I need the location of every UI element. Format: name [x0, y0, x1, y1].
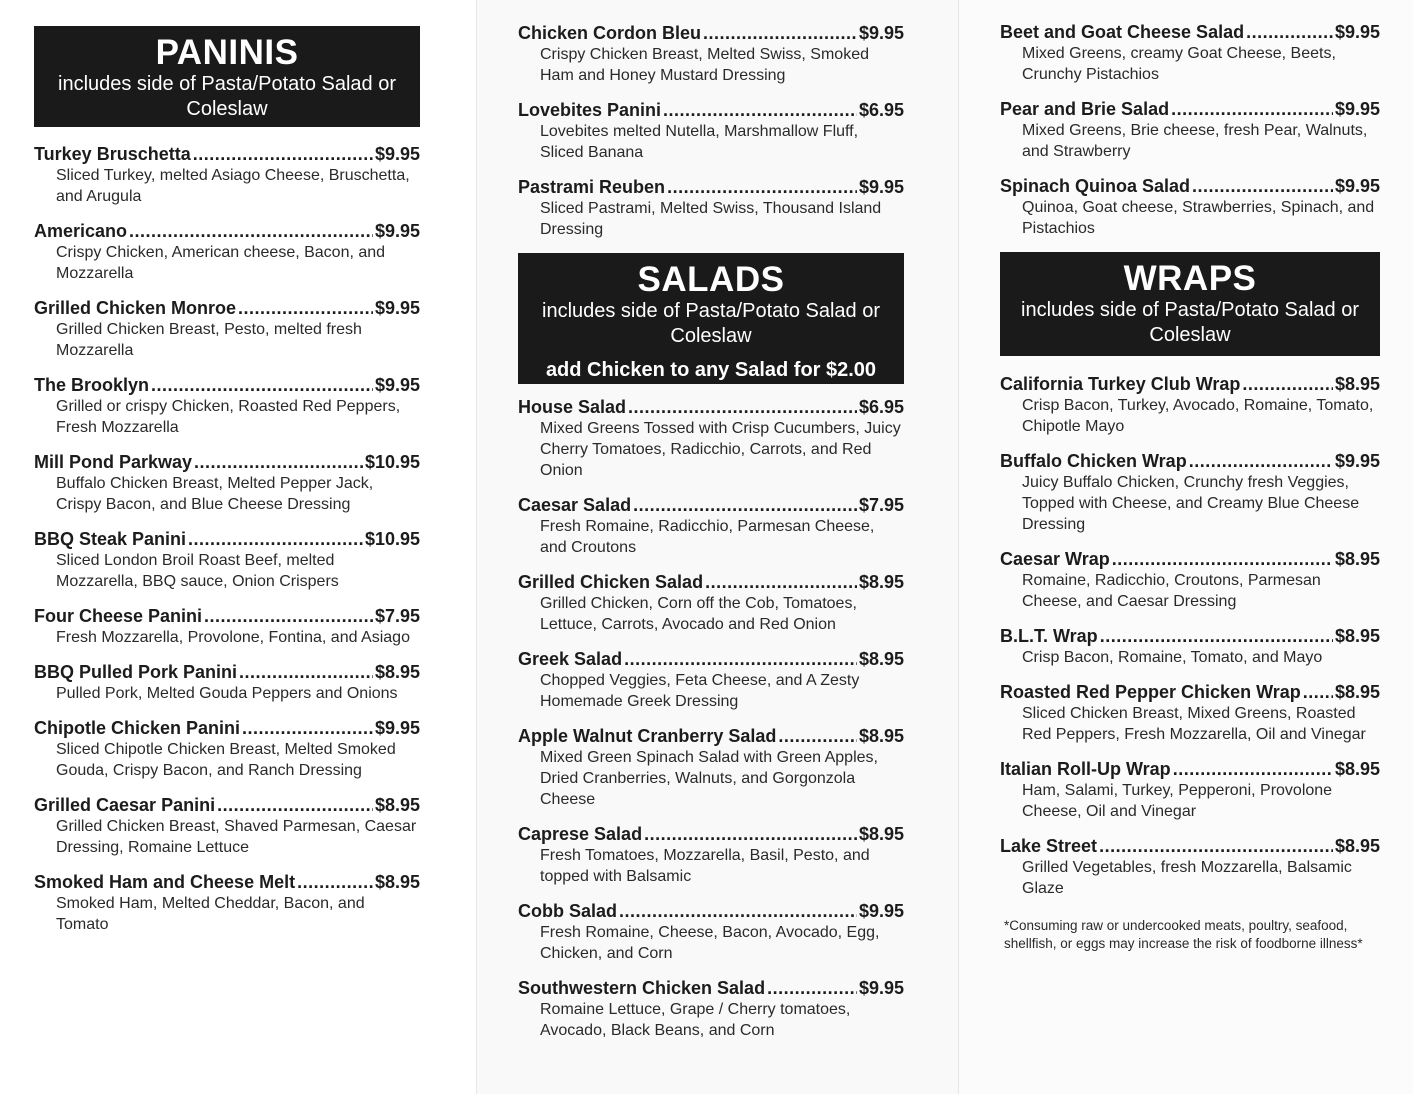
- dot-leader: [624, 648, 857, 670]
- menu-item: [34, 661, 420, 704]
- salads-continued-list: [1000, 21, 1380, 239]
- menu-item-description: Smoked Ham, Melted Cheddar, Bacon, and Tomato: [56, 895, 365, 933]
- menu-item: [34, 528, 420, 592]
- menu-item-name: Spinach Quinoa Salad: [1000, 176, 1191, 196]
- dot-leader: [663, 99, 857, 121]
- dot-leader: [188, 528, 363, 550]
- dot-leader: [1112, 548, 1333, 570]
- menu-item-description: Grilled Chicken Breast, Pesto, melted fresh Mozzarella: [56, 321, 362, 359]
- menu-item-header: [34, 717, 420, 739]
- menu-item-name: Lake Street: [1000, 836, 1098, 856]
- menu-item-name: Buffalo Chicken Wrap: [1000, 451, 1187, 471]
- menu-item-header: [1000, 373, 1380, 395]
- menu-item-header: [34, 374, 420, 396]
- menu-item-description: Crispy Chicken Breast, Melted Swiss, Smoked Ham and Honey Mustard Dressing: [540, 46, 869, 84]
- menu-item-price: $8.95: [858, 824, 904, 844]
- menu-item: [1000, 758, 1380, 822]
- menu-item-price: $8.95: [1334, 759, 1380, 779]
- menu-item: [1000, 98, 1380, 162]
- menu-item-description: Sliced Chipotle Chicken Breast, Melted Smoked Gouda, Crispy Bacon, and Ranch Dressing: [56, 741, 396, 779]
- menu-item-price: $9.95: [1334, 176, 1380, 196]
- menu-item-description: Juicy Buffalo Chicken, Crunchy fresh Veggies, Topped with Cheese, and Creamy Blue Cheese Dressing: [1022, 474, 1360, 533]
- menu-item-name: Southwestern Chicken Salad: [518, 978, 766, 998]
- menu-item-header: [1000, 758, 1380, 780]
- menu-item-name: Lovebites Panini: [518, 100, 662, 120]
- menu-item-price: $6.95: [858, 100, 904, 120]
- menu-item-name: California Turkey Club Wrap: [1000, 374, 1241, 394]
- menu-item-name: Four Cheese Panini: [34, 606, 203, 626]
- menu-item-price: $8.95: [858, 649, 904, 669]
- menu-item-description: Grilled Vegetables, fresh Mozzarella, Balsamic Glaze: [1022, 859, 1352, 897]
- menu-item: [34, 374, 420, 438]
- menu-item: [34, 297, 420, 361]
- menu-item-description: Chopped Veggies, Feta Cheese, and A Zesty Homemade Greek Dressing: [540, 672, 860, 710]
- menu-item-price: $9.95: [858, 23, 904, 43]
- menu-item-name: Roasted Red Pepper Chicken Wrap: [1000, 682, 1301, 702]
- menu-item-price: $8.95: [1334, 374, 1380, 394]
- menu-item-description: Fresh Romaine, Radicchio, Parmesan Cheese, and Croutons: [540, 518, 875, 556]
- menu-item-header: [1000, 175, 1380, 197]
- menu-item-price: $8.95: [858, 726, 904, 746]
- dot-leader: [238, 297, 373, 319]
- menu-item-description: Mixed Greens, Brie cheese, fresh Pear, Walnuts, and Strawberry: [1022, 122, 1368, 160]
- menu-item: [1000, 681, 1380, 745]
- menu-item-header: [34, 528, 420, 550]
- menu-item: [518, 977, 904, 1041]
- menu-item-price: $9.95: [374, 375, 420, 395]
- menu-item-description: Mixed Greens Tossed with Crisp Cucumbers, Juicy Cherry Tomatoes, Radicchio, Carrots, and Red Onion: [540, 420, 901, 479]
- menu-item-header: [34, 871, 420, 893]
- wraps-column: [1000, 21, 1380, 953]
- menu-item-price: $9.95: [1334, 22, 1380, 42]
- menu-item-header: [1000, 681, 1380, 703]
- menu-item-name: Caesar Wrap: [1000, 549, 1110, 569]
- menu-item-price: $7.95: [374, 606, 420, 626]
- menu-item-header: [518, 571, 904, 593]
- menu-item-description: Quinoa, Goat cheese, Strawberries, Spinach, and Pistachios: [1022, 199, 1375, 237]
- menu-item-price: $8.95: [1334, 682, 1380, 702]
- menu-item-price: $9.95: [374, 718, 420, 738]
- dot-leader: [633, 494, 857, 516]
- menu-item-price: $9.95: [858, 978, 904, 998]
- menu-item-price: $9.95: [858, 177, 904, 197]
- dot-leader: [242, 717, 373, 739]
- menu-item-description: Grilled Chicken, Corn off the Cob, Tomatoes, Lettuce, Carrots, Avocado and Red Onion: [540, 595, 857, 633]
- section-subtitle: includes side of Pasta/Potato Salad or Coleslaw: [542, 300, 880, 347]
- menu-item-header: [518, 396, 904, 418]
- menu-item: [34, 451, 420, 515]
- menu-item-header: [518, 99, 904, 121]
- menu-item-header: [34, 297, 420, 319]
- salads-list: [518, 396, 904, 1041]
- dot-leader: [778, 725, 857, 747]
- dot-leader: [297, 871, 373, 893]
- paninis-column: [34, 26, 420, 948]
- menu-item-header: [34, 451, 420, 473]
- menu-item-price: $8.95: [374, 872, 420, 892]
- dot-leader: [1192, 175, 1333, 197]
- menu-item: [1000, 548, 1380, 612]
- menu-item-description: Pulled Pork, Melted Gouda Peppers and Onions: [56, 685, 398, 702]
- menu-item-description: Crisp Bacon, Turkey, Avocado, Romaine, Tomato, Chipotle Mayo: [1022, 397, 1374, 435]
- menu-item-price: $9.95: [1334, 451, 1380, 471]
- paninis-banner: [34, 26, 420, 127]
- menu-item-name: Italian Roll-Up Wrap: [1000, 759, 1171, 779]
- menu-item: [34, 605, 420, 648]
- paninis-continued-list: [518, 22, 904, 240]
- menu-item-name: Caesar Salad: [518, 495, 632, 515]
- menu-item-name: Caprese Salad: [518, 824, 643, 844]
- menu-item-description: Sliced Turkey, melted Asiago Cheese, Bruschetta, and Arugula: [56, 167, 410, 205]
- menu-item-name: BBQ Pulled Pork Panini: [34, 662, 238, 682]
- menu-item-header: [518, 725, 904, 747]
- section-title: WRAPS: [1123, 259, 1257, 298]
- menu-item-name: Grilled Chicken Monroe: [34, 298, 237, 318]
- menu-item-header: [34, 220, 420, 242]
- menu-item-header: [1000, 98, 1380, 120]
- menu-item-header: [1000, 21, 1380, 43]
- menu-item-description: Mixed Green Spinach Salad with Green Apples, Dried Cranberries, Walnuts, and Gorgonzola Cheese: [540, 749, 878, 808]
- menu-item-price: $10.95: [364, 452, 420, 472]
- section-subtitle: includes side of Pasta/Potato Salad or Coleslaw: [1021, 299, 1359, 346]
- salads-column: [518, 22, 904, 1054]
- section-subtitle: includes side of Pasta/Potato Salad or Coleslaw: [58, 73, 396, 120]
- menu-item-description: Lovebites melted Nutella, Marshmallow Fluff, Sliced Banana: [540, 123, 859, 161]
- menu-item-header: [1000, 835, 1380, 857]
- menu-item-header: [34, 661, 420, 683]
- menu-item-description: Grilled Chicken Breast, Shaved Parmesan, Caesar Dressing, Romaine Lettuce: [56, 818, 417, 856]
- menu-item-header: [1000, 548, 1380, 570]
- dot-leader: [628, 396, 857, 418]
- menu-item: [518, 99, 904, 163]
- menu-item: [34, 717, 420, 781]
- menu-item-name: Greek Salad: [518, 649, 623, 669]
- dot-leader: [1173, 758, 1333, 780]
- dot-leader: [644, 823, 857, 845]
- menu-item-name: Chipotle Chicken Panini: [34, 718, 241, 738]
- menu-item-description: Fresh Tomatoes, Mozzarella, Basil, Pesto, and topped with Balsamic: [540, 847, 870, 885]
- menu-item-name: Pastrami Reuben: [518, 177, 666, 197]
- menu-item-header: [518, 22, 904, 44]
- menu-item-price: $7.95: [858, 495, 904, 515]
- menu-item-header: [518, 977, 904, 999]
- menu-item: [518, 176, 904, 240]
- section-title: SALADS: [637, 260, 785, 299]
- dot-leader: [1099, 835, 1333, 857]
- menu-item-header: [518, 648, 904, 670]
- menu-item: [1000, 835, 1380, 899]
- menu-item-price: $8.95: [858, 572, 904, 592]
- dot-leader: [194, 451, 363, 473]
- menu-item-description: Romaine Lettuce, Grape / Cherry tomatoes, Avocado, Black Beans, and Corn: [540, 1001, 851, 1039]
- menu-item-description: Fresh Mozzarella, Provolone, Fontina, and Asiago: [56, 629, 410, 646]
- menu-item-name: Americano: [34, 221, 128, 241]
- menu-item-description: Ham, Salami, Turkey, Pepperoni, Provolone Cheese, Oil and Vinegar: [1022, 782, 1333, 820]
- menu-item-price: $8.95: [374, 795, 420, 815]
- dot-leader: [239, 661, 373, 683]
- wraps-list: [1000, 373, 1380, 899]
- menu-item-name: Smoked Ham and Cheese Melt: [34, 872, 296, 892]
- menu-item: [34, 871, 420, 935]
- dot-leader: [193, 143, 373, 165]
- menu-item-description: Crisp Bacon, Romaine, Tomato, and Mayo: [1022, 649, 1323, 666]
- menu-item: [1000, 373, 1380, 437]
- dot-leader: [151, 374, 373, 396]
- dot-leader: [1189, 450, 1333, 472]
- menu-item-price: $9.95: [374, 144, 420, 164]
- paninis-list: [34, 143, 420, 935]
- menu-item: [518, 900, 904, 964]
- menu-item: [1000, 450, 1380, 535]
- menu-item-description: Crispy Chicken, American cheese, Bacon, and Mozzarella: [56, 244, 386, 282]
- menu-item-price: $9.95: [374, 298, 420, 318]
- menu-item-description: Sliced Pastrami, Melted Swiss, Thousand Island Dressing: [540, 200, 882, 238]
- menu-item-header: [34, 794, 420, 816]
- menu-item: [518, 396, 904, 481]
- menu-item: [518, 571, 904, 635]
- menu-item-price: $9.95: [374, 221, 420, 241]
- dot-leader: [1242, 373, 1333, 395]
- menu-item: [518, 22, 904, 86]
- menu-item: [1000, 625, 1380, 668]
- dot-leader: [767, 977, 857, 999]
- menu-item: [518, 823, 904, 887]
- menu-item-name: B.L.T. Wrap: [1000, 626, 1098, 646]
- dot-leader: [1303, 681, 1333, 703]
- menu-item: [34, 143, 420, 207]
- dot-leader: [1246, 21, 1333, 43]
- menu-item-header: [518, 176, 904, 198]
- menu-item: [1000, 175, 1380, 239]
- menu-item-name: Mill Pond Parkway: [34, 452, 193, 472]
- menu-item-description: Romaine, Radicchio, Croutons, Parmesan Cheese, and Caesar Dressing: [1022, 572, 1321, 610]
- menu-item: [34, 794, 420, 858]
- dot-leader: [705, 571, 857, 593]
- dot-leader: [667, 176, 857, 198]
- menu-item: [1000, 21, 1380, 85]
- menu-item-description: Sliced Chicken Breast, Mixed Greens, Roasted Red Peppers, Fresh Mozzarella, Oil and Vinegar: [1022, 705, 1366, 743]
- menu-item-name: Grilled Chicken Salad: [518, 572, 704, 592]
- menu-item-name: Beet and Goat Cheese Salad: [1000, 22, 1245, 42]
- menu-item-name: Chicken Cordon Bleu: [518, 23, 702, 43]
- menu-item-description: Sliced London Broil Roast Beef, melted Mozzarella, BBQ sauce, Onion Crispers: [56, 552, 339, 590]
- menu-item-description: Grilled or crispy Chicken, Roasted Red Peppers, Fresh Mozzarella: [56, 398, 401, 436]
- dot-leader: [1100, 625, 1333, 647]
- menu-item-name: Apple Walnut Cranberry Salad: [518, 726, 777, 746]
- menu-item-header: [1000, 625, 1380, 647]
- menu-item-description: Buffalo Chicken Breast, Melted Pepper Jack, Crispy Bacon, and Blue Cheese Dressing: [56, 475, 374, 513]
- menu-item-header: [1000, 450, 1380, 472]
- menu-item: [34, 220, 420, 284]
- food-safety-disclaimer: *Consuming raw or undercooked meats, poultry, seafood, shellfish, or eggs may increase the risk of foodborne illness*: [1004, 918, 1363, 951]
- menu-item-name: Pear and Brie Salad: [1000, 99, 1170, 119]
- menu-item-description: Fresh Romaine, Cheese, Bacon, Avocado, Egg, Chicken, and Corn: [540, 924, 880, 962]
- menu-item-name: House Salad: [518, 397, 627, 417]
- menu-item: [518, 494, 904, 558]
- menu-item-price: $8.95: [1334, 549, 1380, 569]
- menu-item-name: Cobb Salad: [518, 901, 618, 921]
- menu-item-price: $8.95: [1334, 626, 1380, 646]
- menu-item-price: $9.95: [1334, 99, 1380, 119]
- menu-item-header: [518, 900, 904, 922]
- dot-leader: [619, 900, 857, 922]
- menu-item: [518, 725, 904, 810]
- menu-item-header: [34, 605, 420, 627]
- dot-leader: [204, 605, 373, 627]
- menu-item-price: $8.95: [374, 662, 420, 682]
- dot-leader: [129, 220, 373, 242]
- menu-item-header: [518, 823, 904, 845]
- menu-item-price: $6.95: [858, 397, 904, 417]
- menu-item-name: BBQ Steak Panini: [34, 529, 187, 549]
- menu-item-price: $9.95: [858, 901, 904, 921]
- menu-item-header: [34, 143, 420, 165]
- section-title: PANINIS: [155, 33, 299, 72]
- dot-leader: [1171, 98, 1333, 120]
- menu-item-price: $10.95: [364, 529, 420, 549]
- menu-item-name: Turkey Bruschetta: [34, 144, 191, 164]
- menu-item-header: [518, 494, 904, 516]
- add-chicken-note: add Chicken to any Salad for $2.00: [545, 359, 877, 381]
- menu-item-name: Grilled Caesar Panini: [34, 795, 216, 815]
- menu-item-price: $8.95: [1334, 836, 1380, 856]
- menu-item: [518, 648, 904, 712]
- menu-item-description: Mixed Greens, creamy Goat Cheese, Beets, Crunchy Pistachios: [1022, 45, 1336, 83]
- dot-leader: [703, 22, 857, 44]
- dot-leader: [217, 794, 373, 816]
- salads-banner: [518, 253, 904, 384]
- menu-item-name: The Brooklyn: [34, 375, 150, 395]
- wraps-banner: [1000, 252, 1380, 356]
